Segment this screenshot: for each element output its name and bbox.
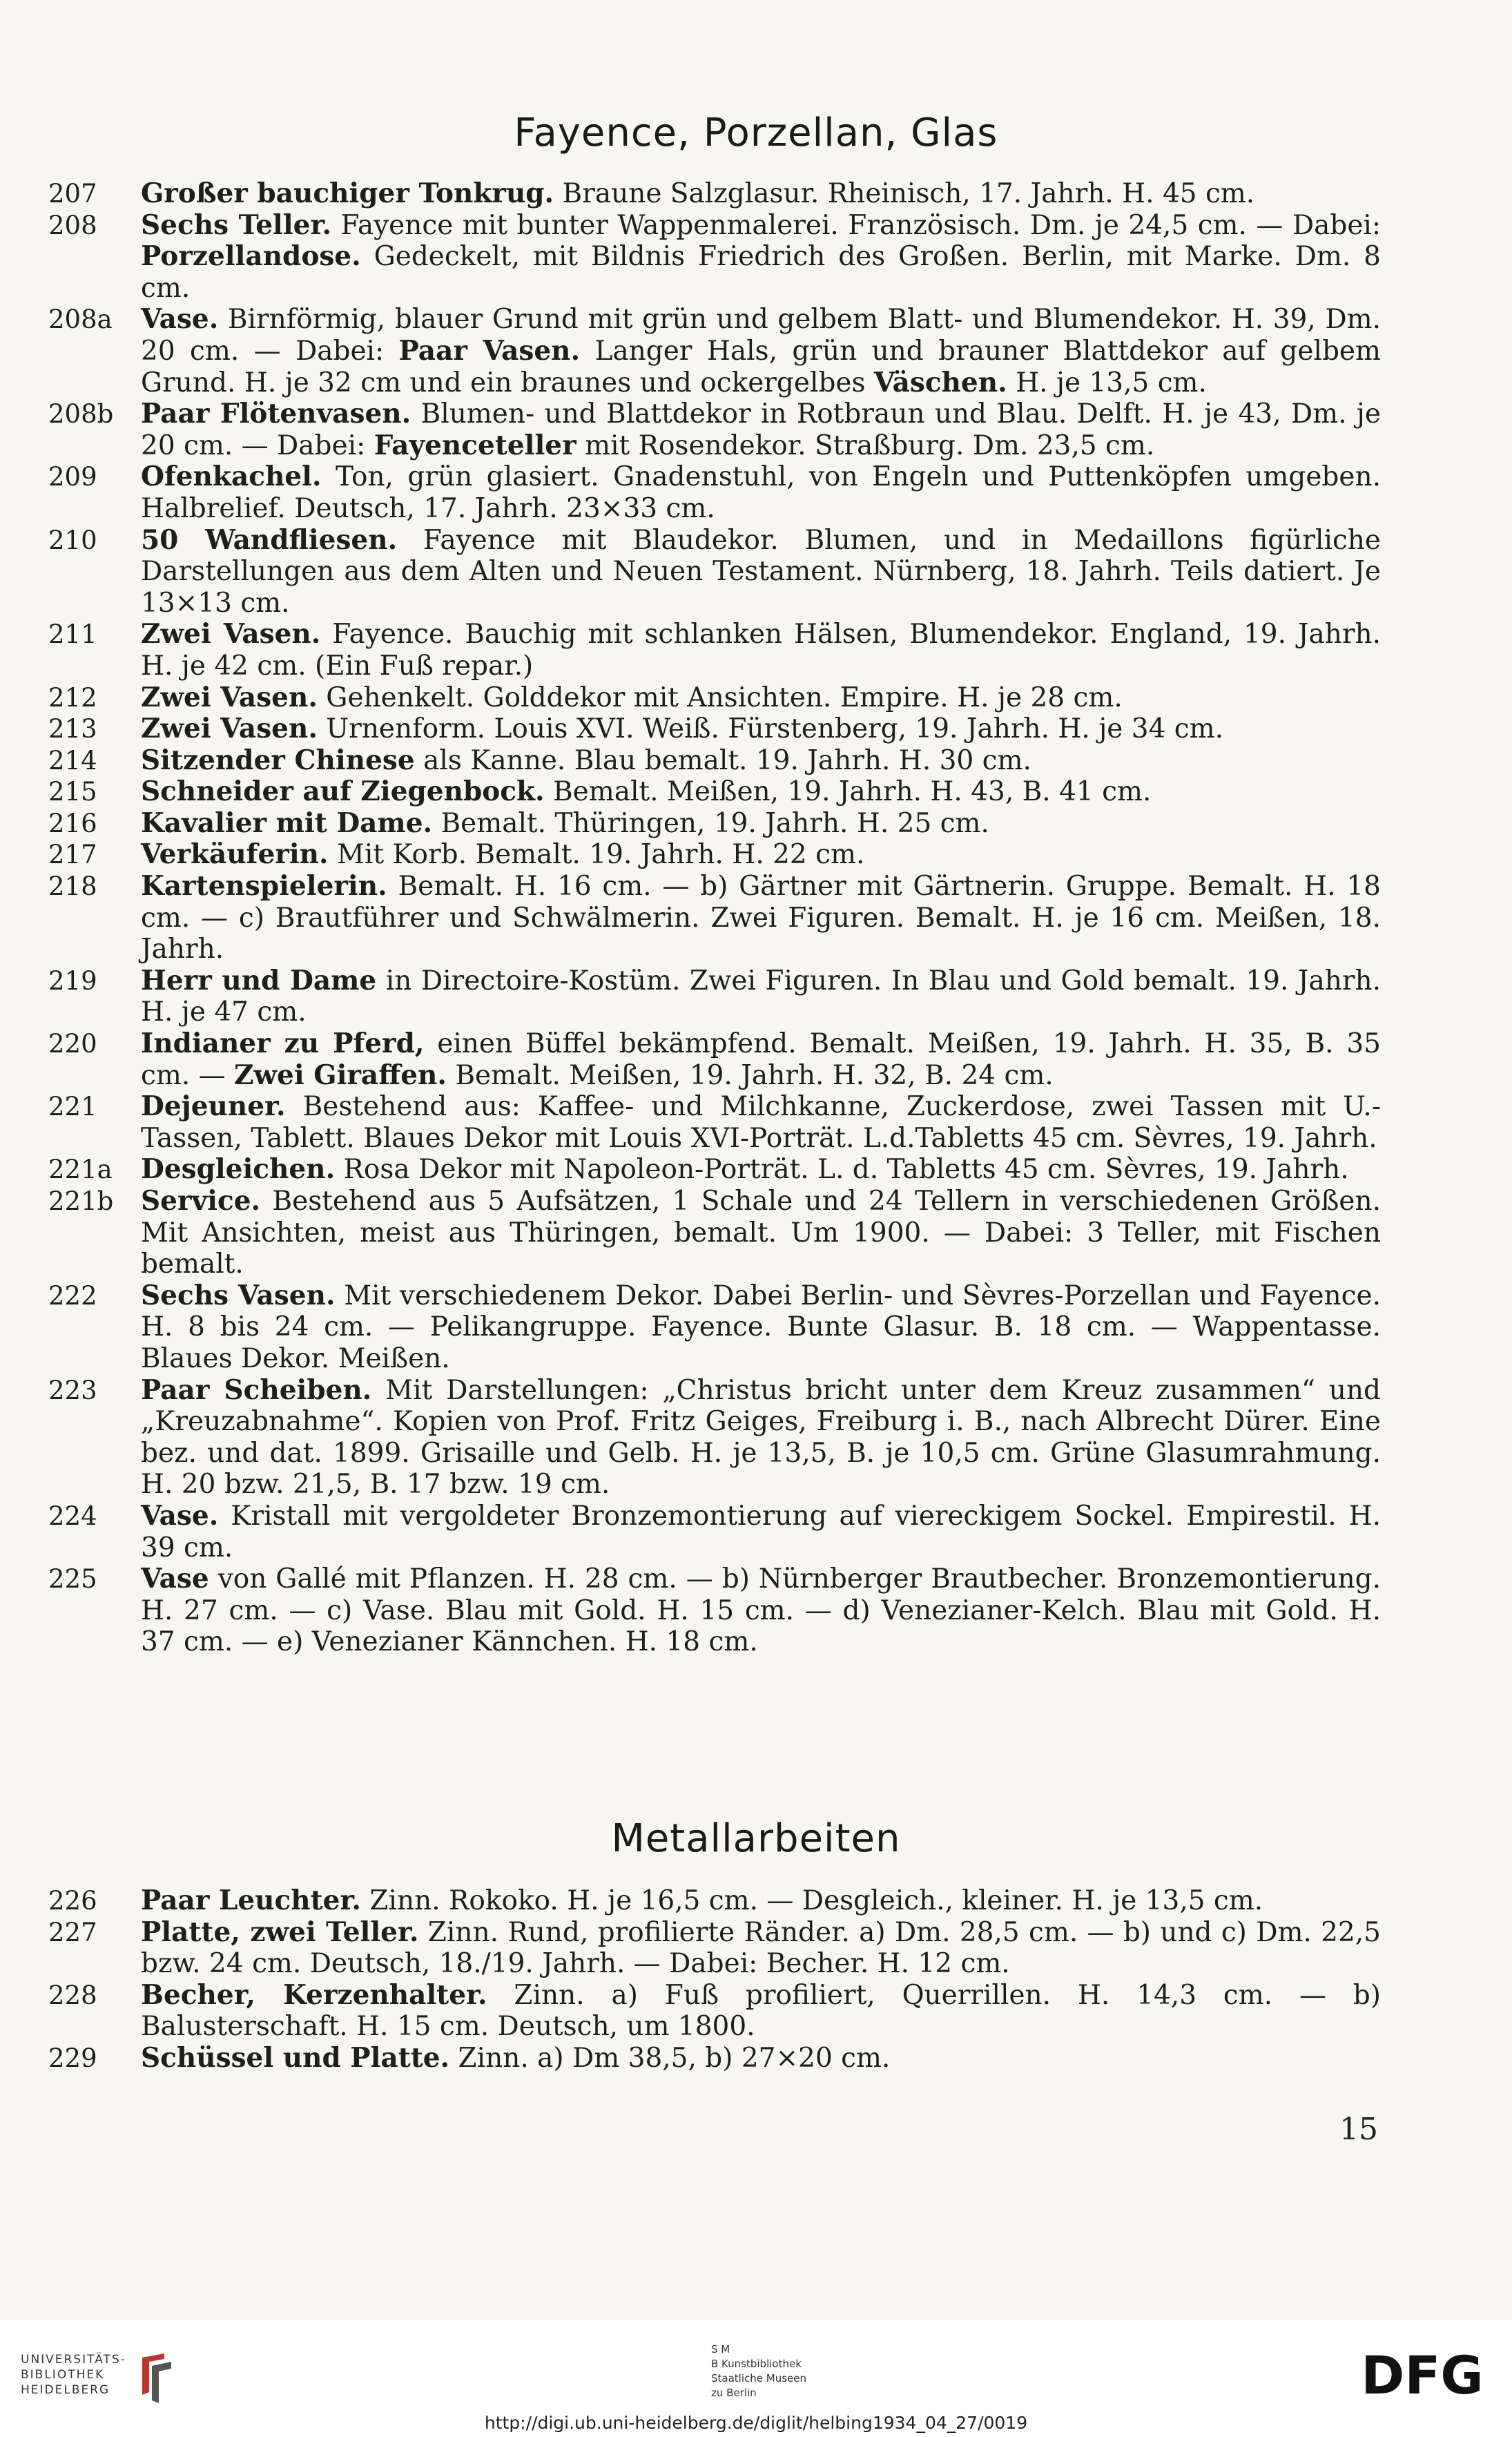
lot-description: Zinn. Rokoko. H. je 16,5 cm. — Desgleich., kleiner. H. je 13,5 cm. [361, 1885, 1263, 1916]
lot-description: Langer Hals, grün und brauner Blattdekor auf gelbem Grund. H. je 32 cm und ein braunes und ockergelbes [141, 335, 1381, 398]
lot-number: 225 [48, 1564, 97, 1595]
lot-number: 213 [48, 714, 97, 744]
lot-number: 215 [48, 777, 97, 807]
lot-title: Zwei Vasen. [141, 618, 321, 651]
lot-description: Braune Salzglasur. Rheinisch, 17. Jahrh. H. 45 cm. [554, 178, 1255, 209]
lot-subtitle: Väschen. [873, 366, 1007, 398]
lot-title: Verkäuferin. [141, 838, 329, 871]
kunstbibliothek-stamp [711, 2342, 806, 2400]
lot-title: Sechs Teller. [141, 209, 332, 241]
lot-description: Zinn. a) Fuß profiliert, Querrillen. H. 14,3 cm. — b) Balusterschaft. H. 15 cm. Deutsch, um 1800. [141, 1979, 1381, 2043]
catalog-entry [0, 713, 1512, 745]
lot-number: 221a [48, 1155, 113, 1185]
lot-title: Platte, zwei Teller. [141, 1916, 419, 1948]
lot-description: Bemalt. Meißen, 19. Jahrh. H. 43, B. 41 cm. [544, 776, 1152, 808]
catalog-entry [0, 808, 1512, 840]
lot-description: Gehenkelt. Golddekor mit Ansichten. Empire. H. je 28 cm. [317, 682, 1123, 713]
lot-title: Kartenspielerin. [141, 870, 387, 903]
catalog-entry [0, 871, 1512, 965]
lot-title: Dejeuner. [141, 1090, 286, 1123]
lot-number: 223 [48, 1375, 97, 1405]
lot-number: 227 [48, 1917, 97, 1947]
entry-list-metallarbeiten [0, 1885, 1512, 2074]
uni-line-1: UNIVERSITÄTS- [21, 2353, 126, 2367]
lot-description: Birnförmig, blauer Grund mit grün und gelbem Blatt- und Blumendekor. H. 39, Dm. 20 cm. — Dabei: [141, 304, 1381, 367]
catalog-entry [0, 965, 1512, 1028]
lot-description: Bemalt. H. 16 cm. — b) Gärtner mit Gärtnerin. Gruppe. Bemalt. H. 18 cm. — c) Brautführer und Schwälmerin. Zwei Figuren. Bemalt. H. je 16 cm. Meißen, 18. Jahrh. [141, 871, 1381, 965]
catalog-entry [0, 304, 1512, 398]
lot-description: Mit Darstellungen: „Christus bricht unter dem Kreuz zusammen“ und „Kreuzabnahme“. Kopien von Prof. Fritz Geiges, Freiburg i. B., nach Albrecht Dürer. Eine bez. und dat. 1899. Grisaille und Gelb. H. je 13,5, B. je 10,5 cm. Grüne Glasumrahmung. H. 20 bzw. 21,5, B. 17 bzw. 19 cm. [141, 1374, 1381, 1501]
lot-title: Paar Scheiben. [141, 1374, 372, 1406]
lot-subtitle: Fayenceteller [374, 429, 576, 461]
lot-description: in Directoire-Kostüm. Zwei Figuren. In Blau und Gold bemalt. 19. Jahrh. H. je 47 cm. [141, 965, 1382, 1028]
uni-line-3: HEIDELBERG [21, 2383, 110, 2397]
lot-description: Kristall mit vergoldeter Bronzemontierung auf viereckigem Sockel. Empirestil. H. 39 cm. [141, 1500, 1381, 1563]
lot-description: Bestehend aus: Kaffee- und Milchkanne, Zuckerdose, zwei Tassen mit U.-Tassen, Tablett. Blaues Dekor mit Louis XVI-Porträt. L.d.Tabletts 45 cm. Sèvres, 19. Jahrh. [141, 1091, 1381, 1154]
lot-description: von Gallé mit Pflanzen. H. 28 cm. — b) Nürnberger Brautbecher. Bronzemontierung. H. 27 cm. — c) Vase. Blau mit Gold. H. 15 cm. — d) Venezianer-Kelch. Blau mit Gold. H. 37 cm. — e) Venezianer Kännchen. H. 18 cm. [141, 1563, 1381, 1658]
lot-title: Sitzender Chinese [141, 744, 415, 776]
lot-number: 229 [48, 2043, 97, 2073]
catalog-entry [0, 525, 1512, 619]
lot-title: Schüssel und Platte. [141, 2041, 450, 2074]
lot-title: Herr und Dame [141, 964, 377, 996]
catalog-entry [0, 682, 1512, 714]
lot-description: Fayence. Bauchig mit schlanken Hälsen, Blumendekor. England, 19. Jahrh. H. je 42 cm. (Ein Fuß repar.) [141, 619, 1381, 682]
lot-title: Paar Flötenvasen. [141, 398, 411, 430]
catalog-entry [0, 1501, 1512, 1563]
stamp-line-3: Staatliche Museen [711, 2372, 806, 2385]
catalog-entry [0, 398, 1512, 461]
catalog-entry [0, 1186, 1512, 1280]
catalog-entry [0, 178, 1512, 210]
catalog-entry [0, 1154, 1512, 1186]
university-library-label [21, 2352, 126, 2398]
lot-number: 219 [48, 965, 97, 996]
lot-number: 221 [48, 1092, 97, 1122]
lot-description: Bestehend aus 5 Aufsätzen, 1 Schale und 24 Tellern in verschiedenen Größen. Mit Ansichten, meist aus Thüringen, bemalt. Um 1900. — Dabei: 3 Teller, mit Fischen bemalt. [141, 1186, 1381, 1280]
catalog-entry [0, 1375, 1512, 1501]
section-title-fayence: Fayence, Porzellan, Glas [514, 110, 998, 155]
catalog-entry [0, 210, 1512, 305]
lot-description: Zinn. a) Dm 38,5, b) 27×20 cm. [449, 2042, 891, 2074]
catalog-entry [0, 1885, 1512, 1917]
lot-title: Indianer zu Pferd, [141, 1028, 425, 1060]
catalog-entry [0, 1980, 1512, 2043]
lot-number: 226 [48, 1886, 97, 1916]
lot-number: 208b [48, 399, 114, 430]
lot-subtitle: Paar Vasen. [398, 334, 581, 367]
lot-number: 218 [48, 871, 97, 902]
lot-description: Fayence mit bunter Wappenmalerei. Französisch. Dm. je 24,5 cm. — Dabei: [331, 209, 1382, 241]
lot-title: Zwei Vasen. [141, 713, 318, 745]
lot-title: Vase. [141, 1499, 219, 1532]
dfg-logo-icon [1353, 2348, 1491, 2402]
catalog-entry [0, 1563, 1512, 1658]
lot-description: mit Rosendekor. Straßburg. Dm. 23,5 cm. [576, 430, 1155, 461]
lot-title: Becher, Kerzenhalter. [141, 1978, 487, 2011]
lot-title: 50 Wandfliesen. [141, 523, 398, 556]
catalog-entry [0, 839, 1512, 871]
source-url: http://digi.ub.uni-heidelberg.de/diglit/helbing1934_04_27/0019 [484, 2413, 1028, 2433]
section-title-metallarbeiten: Metallarbeiten [611, 1816, 901, 1861]
catalog-entry [0, 619, 1512, 682]
lot-description: Mit verschiedenem Dekor. Dabei Berlin- und Sèvres-Porzellan und Fayence. H. 8 bis 24 cm. — Pelikangruppe. Fayence. Bunte Glasur. B. 18 cm. — Wappentasse. Blaues Dekor. Meißen. [141, 1280, 1381, 1374]
lot-title: Paar Leuchter. [141, 1885, 362, 1916]
lot-title: Sechs Vasen. [141, 1279, 336, 1311]
lot-number: 212 [48, 682, 97, 713]
catalog-entry [0, 1280, 1512, 1375]
catalog-entry [0, 461, 1512, 524]
university-logo-icon [137, 2351, 180, 2406]
catalog-entry [0, 745, 1512, 777]
lot-number: 208a [48, 305, 113, 335]
lot-description: H. je 13,5 cm. [1007, 367, 1207, 398]
footer [0, 2320, 1512, 2437]
lot-description: Gedeckelt, mit Bildnis Friedrich des Großen. Berlin, mit Marke. Dm. 8 cm. [141, 241, 1381, 304]
lot-description: Fayence mit Blaudekor. Blumen, und in Medaillons figürliche Darstellungen aus dem Alten und Neuen Testament. Nürnberg, 18. Jahrh. Teils datiert. Je 13×13 cm. [141, 524, 1382, 619]
lot-subtitle: Porzellandose. [141, 240, 361, 273]
lot-title: Vase. [141, 303, 219, 336]
lot-description: einen Büffel bekämpfend. Bemalt. Meißen, 19. Jahrh. H. 35, B. 35 cm. — [141, 1028, 1381, 1091]
lot-title: Kavalier mit Dame. [141, 807, 433, 839]
lot-title: Ofenkachel. [141, 461, 322, 493]
lot-number: 222 [48, 1280, 97, 1311]
lot-title: Großer bauchiger Tonkrug. [141, 177, 554, 209]
lot-number: 221b [48, 1186, 114, 1216]
lot-subtitle: Zwei Giraffen. [234, 1059, 447, 1091]
lot-number: 210 [48, 525, 97, 555]
uni-line-2: BIBLIOTHEK [21, 2368, 105, 2382]
lot-number: 228 [48, 1980, 97, 2010]
catalog-entry [0, 1028, 1512, 1091]
svg-text:DFG: DFG [1361, 2348, 1484, 2402]
stamp-line-4: zu Berlin [711, 2387, 757, 2399]
lot-title: Schneider auf Ziegenbock. [141, 776, 545, 808]
lot-number: 211 [48, 619, 97, 650]
entry-list-fayence [0, 178, 1512, 1658]
lot-description: Zinn. Rund, profilierte Ränder. a) Dm. 28,5 cm. — b) und c) Dm. 22,5 bzw. 24 cm. Deutsch, 18./19. Jahrh. — Dabei: Becher. H. 12 cm. [141, 1916, 1381, 1980]
lot-number: 214 [48, 745, 97, 776]
lot-number: 208 [48, 210, 97, 240]
lot-description: als Kanne. Blau bemalt. 19. Jahrh. H. 30 cm. [414, 744, 1031, 776]
lot-number: 217 [48, 840, 97, 870]
lot-description: Bemalt. Meißen, 19. Jahrh. H. 32, B. 24 cm. [446, 1059, 1054, 1091]
lot-description: Mit Korb. Bemalt. 19. Jahrh. H. 22 cm. [328, 839, 865, 871]
lot-number: 224 [48, 1501, 97, 1531]
stamp-line-2: B Kunstbibliothek [711, 2358, 802, 2370]
lot-description: Urnenform. Louis XVI. Weiß. Fürstenberg, 19. Jahrh. H. je 34 cm. [317, 713, 1224, 745]
lot-number: 216 [48, 808, 97, 838]
stamp-line-1: S M [711, 2343, 730, 2356]
lot-description: Rosa Dekor mit Napoleon-Porträt. L. d. Tabletts 45 cm. Sèvres, 19. Jahrh. [335, 1154, 1349, 1186]
lot-title: Service. [141, 1185, 261, 1217]
catalog-entry [0, 1917, 1512, 1980]
lot-title: Vase [141, 1563, 209, 1595]
lot-number: 220 [48, 1029, 97, 1059]
lot-number: 207 [48, 179, 97, 209]
catalog-entry [0, 2043, 1512, 2074]
lot-description: Ton, grün glasiert. Gnadenstuhl, von Engeln und Puttenköpfen umgeben. Halbrelief. Deutsch, 17. Jahrh. 23×33 cm. [141, 461, 1381, 524]
lot-title: Desgleichen. [141, 1153, 336, 1186]
lot-title: Zwei Vasen. [141, 681, 318, 713]
catalog-entry [0, 776, 1512, 808]
lot-description: Blumen- und Blattdekor in Rotbraun und Blau. Delft. H. je 43, Dm. je 20 cm. — Dabei: [141, 398, 1381, 461]
lot-description: Bemalt. Thüringen, 19. Jahrh. H. 25 cm. [432, 807, 989, 839]
catalog-entry [0, 1091, 1512, 1154]
lot-number: 209 [48, 462, 97, 492]
page-number: 15 [1339, 2112, 1378, 2147]
